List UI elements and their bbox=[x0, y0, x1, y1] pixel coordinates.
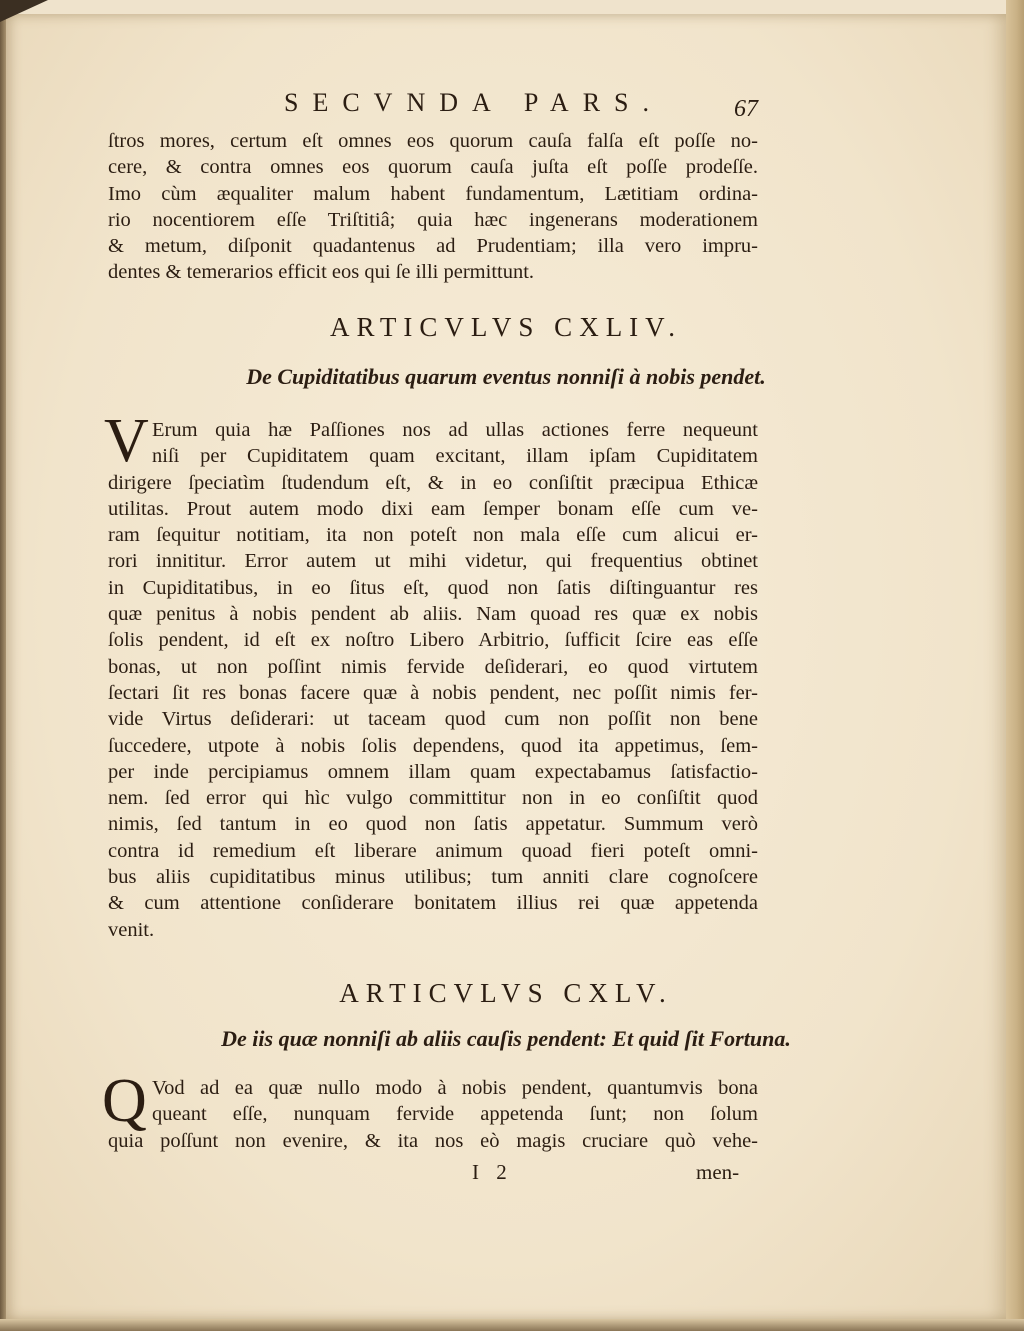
paragraph-continued bbox=[108, 128, 758, 286]
article-subheading: De Cupiditatibus quarum eventus nonniſi à nobis pendet. bbox=[246, 364, 766, 389]
text-line: Vod ad ea quæ nullo modo à nobis pendent, quantumvis bona bbox=[152, 1077, 758, 1099]
text-line: ſuccedere, utpote à nobis ſolis dependens, quod ita appetimus, ſem- bbox=[108, 734, 758, 757]
text-line: utilitas. Prout autem modo dixi eam ſemper bonam eſſe cum ve- bbox=[108, 497, 758, 520]
text-line: & metum, diſponit quadantenus ad Prudentiam; illa vero impru- bbox=[108, 235, 758, 258]
article-subheading: De iis quæ nonniſi ab aliis cauſis pendent: Et quid ſit Fortuna. bbox=[221, 1026, 791, 1051]
text-line: nem. ſed error qui hìc vulgo committitur non in eo conſiſtit quod bbox=[108, 787, 758, 810]
page-footer bbox=[6, 1160, 1006, 1188]
text-line: in Cupiditatibus, in eo ſitus eſt, quod non ſatis diſtinguantur res bbox=[108, 576, 758, 599]
text-line: ſectari ſit res bonas facere quæ à nobis pendent, nec poſſit nimis fer- bbox=[108, 681, 758, 704]
text-line: Erum quia hæ Paſſiones nos ad ullas actiones ferre nequeunt bbox=[152, 419, 758, 441]
text-line: bus aliis cupiditatibus minus utilibus; tum anniti clare cognoſcere bbox=[108, 866, 758, 889]
text-line: contra id remedium eſt liberare animum quoad fieri poteſt omni- bbox=[108, 839, 758, 862]
page bbox=[6, 14, 1008, 1320]
article-body bbox=[108, 1075, 758, 1154]
text-line: vide Virtus deſiderari: ut taceam quod cum non poſſit non bene bbox=[108, 708, 758, 731]
article-heading: ARTICVLVS CXLV. bbox=[339, 978, 673, 1008]
text-line: ram ſequitur notitiam, ita non poteſt non mala eſſe cum alicui er- bbox=[108, 524, 758, 547]
text-line: per inde percipiamus omnem illam quam expectabamus ſatisfactio- bbox=[108, 760, 758, 783]
text-line: ſolis pendent, id eſt ex noſtro Libero Arbitrio, ſufficit ſcire eas eſſe bbox=[108, 629, 758, 652]
text-line: dirigere ſpeciatìm ſtudendum eſt, & in eo conſiſtit præcipua Ethicæ bbox=[108, 471, 758, 494]
signature-mark: I 2 bbox=[472, 1160, 513, 1184]
text-line: Imo cùm æqualiter malum habent fundamentum, Lætitiam ordina- bbox=[108, 182, 758, 205]
page-edge-bottom bbox=[0, 1319, 1024, 1331]
text-line: rori innititur. Error autem ut mihi videtur, qui frequentius obtinet bbox=[108, 550, 758, 573]
text-line: venit. bbox=[108, 918, 155, 941]
running-head: SECVNDA PARS. bbox=[284, 88, 664, 117]
page-edge-right bbox=[1006, 0, 1024, 1331]
text-line: nimis, ſed tantum in eo quod non ſatis appetatur. Summum verò bbox=[108, 813, 758, 836]
drop-cap: Q bbox=[102, 1067, 147, 1135]
text-line: queant eſſe, nunquam fervide appetenda ſunt; non ſolum bbox=[152, 1103, 758, 1126]
page-header bbox=[6, 88, 1006, 124]
drop-cap: V bbox=[104, 407, 149, 475]
text-line: quæ penitus à nobis pendent ab aliis. Nam quoad res quæ ex nobis bbox=[108, 603, 758, 626]
text-line: quia poſſunt non evenire, & ita nos eò magis cruciare quò vehe- bbox=[108, 1129, 758, 1152]
article-body bbox=[108, 417, 758, 943]
text-line: dentes & temerarios efficit eos qui ſe illi permittunt. bbox=[108, 261, 535, 284]
page-number: 67 bbox=[734, 96, 758, 122]
text-line: niſi per Cupiditatem quam excitant, illam ipſam Cupiditatem bbox=[152, 445, 758, 468]
text-line: ſtros mores, certum eſt omnes eos quorum cauſa falſa eſt poſſe no- bbox=[108, 130, 758, 152]
text-line: bonas, ut non poſſint nimis fervide deſiderari, eo quod virtutem bbox=[108, 655, 758, 678]
text-line: rio nocentiorem eſſe Triſtitiâ; quia hæc ingenerans moderationem bbox=[108, 208, 758, 231]
text-line: cere, & contra omnes eos quorum cauſa juſta eſt poſſe prodeſſe. bbox=[108, 156, 758, 179]
catchword: men- bbox=[696, 1160, 740, 1184]
article-heading: ARTICVLVS CXLIV. bbox=[330, 312, 682, 342]
text-line: & cum attentione conſiderare bonitatem illius rei quæ appetenda bbox=[108, 892, 758, 915]
